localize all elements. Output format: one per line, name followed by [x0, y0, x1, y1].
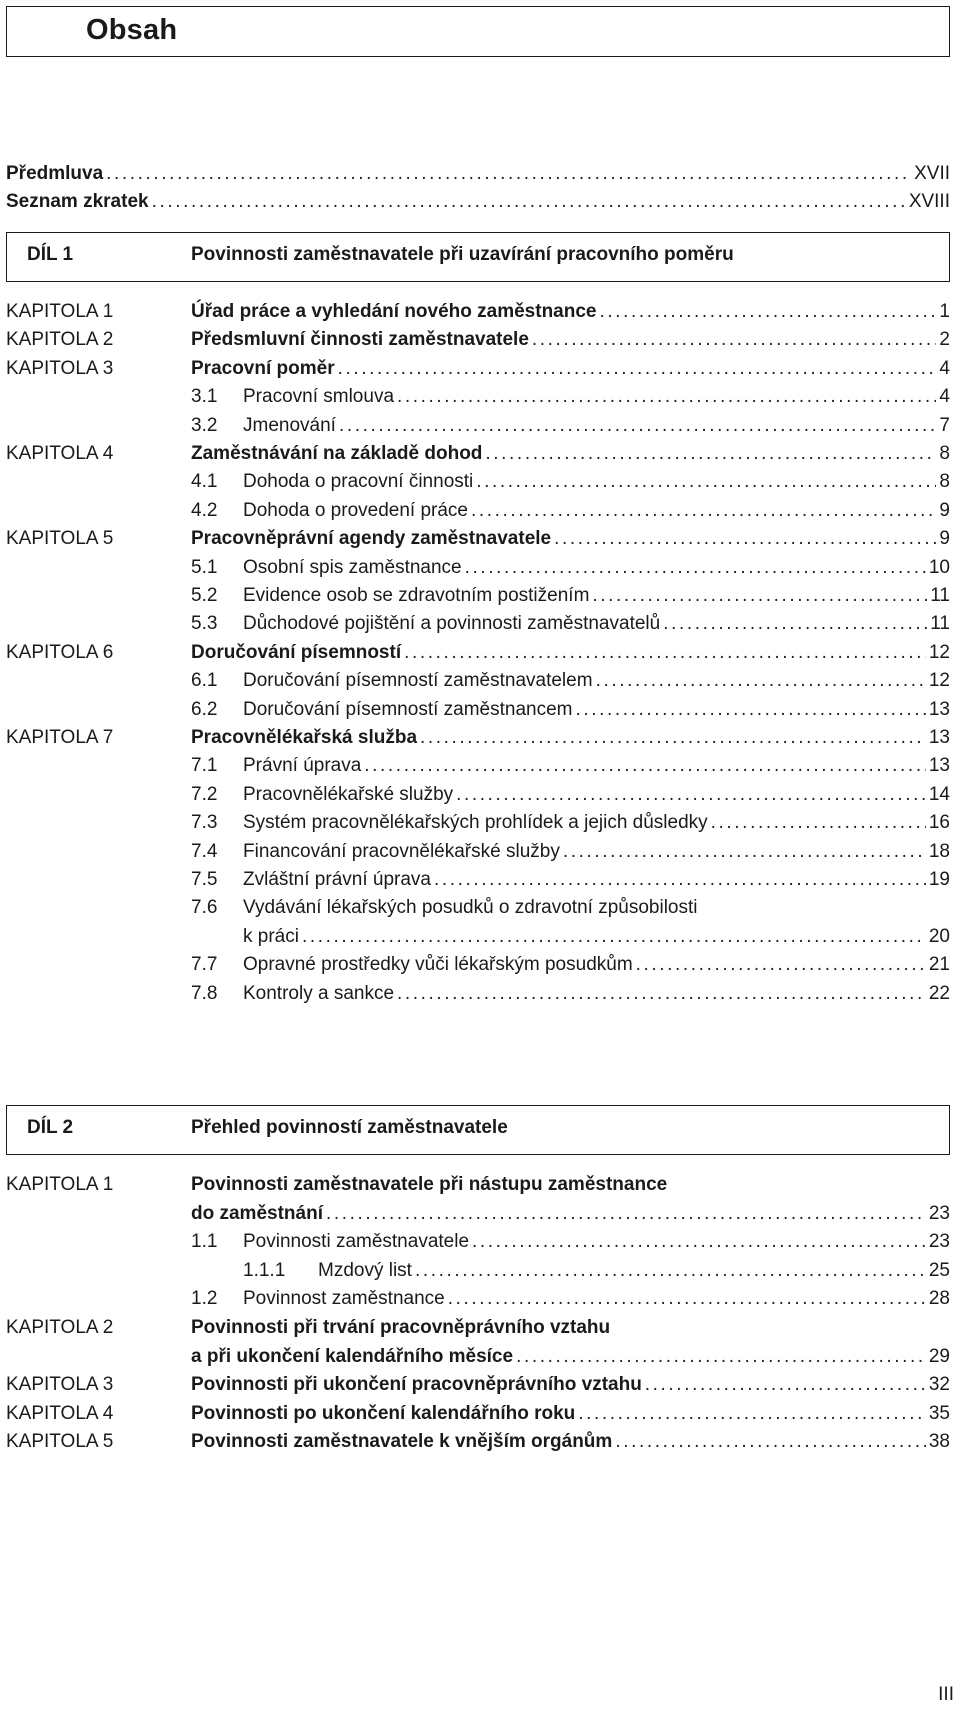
chapter-label: KAPITOLA 6 — [6, 641, 114, 663]
leader-dots — [152, 188, 906, 216]
leader-dots — [420, 724, 926, 752]
leader-dots — [600, 298, 937, 326]
toc-section-entry[interactable] — [243, 923, 950, 951]
chapter-label: KAPITOLA 4 — [6, 443, 114, 464]
toc-section-entry[interactable] — [243, 468, 950, 496]
section-number: 7.4 — [191, 840, 218, 862]
leader-dots — [532, 326, 937, 354]
toc-entry-page: 23 — [928, 1231, 950, 1253]
chapter-label: KAPITOLA 5 — [6, 528, 114, 550]
toc-entry-page: 19 — [928, 869, 950, 890]
toc-entry-title: Povinnosti při ukončení pracovněprávního vztahu — [191, 1374, 642, 1396]
toc-entry-title: Pracovní smlouva — [243, 386, 395, 408]
toc-entry-title: Jmenování — [243, 414, 336, 436]
toc-entry-title: Evidence osob se zdravotním postižením — [243, 585, 590, 606]
page-number: III — [938, 1684, 954, 1705]
toc-entry-page: 9 — [939, 499, 950, 521]
section-number: 5.1 — [191, 556, 218, 578]
toc-entry-title: Pracovnělékařská služba — [191, 727, 418, 748]
section-number: 5.2 — [191, 585, 218, 606]
leader-dots — [397, 383, 936, 411]
toc-section-entry[interactable] — [243, 838, 950, 866]
toc-entry-page: 8 — [939, 443, 950, 464]
section-number: 7.6 — [191, 897, 218, 919]
toc-section-entry[interactable] — [243, 1285, 950, 1313]
toc-entry-page: XVII — [914, 163, 950, 184]
leader-dots — [636, 951, 926, 979]
toc-entry-title: Úřad práce a vyhledání nového zaměstnance — [191, 301, 597, 322]
toc-entry-page: 2 — [939, 329, 950, 351]
leader-dots — [326, 1200, 926, 1228]
leader-dots — [472, 1228, 926, 1256]
toc-entry-page: 28 — [928, 1288, 950, 1310]
toc-entry-page: 29 — [928, 1345, 950, 1367]
toc-entry-page: 13 — [928, 698, 950, 720]
part-label: DÍL 1 — [27, 244, 74, 265]
toc-chapter-entry[interactable] — [191, 298, 950, 326]
toc-entry-title: Právní úprava — [243, 755, 362, 777]
toc-entry-page: 21 — [928, 954, 950, 976]
toc-section-entry[interactable] — [243, 667, 950, 695]
toc-entry-title: Opravné prostředky vůči lékařským posudkům — [243, 954, 633, 976]
section-number: 1.1.1 — [243, 1259, 286, 1281]
toc-entry-title: Pracovnělékařské služby — [243, 783, 454, 805]
chapter-label: KAPITOLA 4 — [6, 1402, 114, 1424]
toc-chapter-entry[interactable] — [191, 326, 950, 354]
toc-section-entry[interactable] — [243, 696, 950, 724]
toc-entry-title: Kontroly a sankce — [243, 982, 395, 1004]
part-label: DÍL 2 — [27, 1117, 74, 1138]
toc-entry-page: 14 — [928, 783, 950, 805]
section-number: 1.2 — [191, 1288, 218, 1310]
toc-entry-predmluva[interactable] — [6, 160, 950, 188]
toc-entry-page: 16 — [928, 812, 950, 834]
toc-entry-seznam-zkratek[interactable] — [6, 188, 950, 216]
chapter-label: KAPITOLA 3 — [6, 1374, 114, 1396]
part-header-dil2 — [6, 1105, 950, 1155]
toc-entry-title: Seznam zkratek — [6, 191, 149, 212]
toc-entry-page: 10 — [928, 556, 950, 578]
leader-dots — [434, 866, 926, 894]
leader-dots — [471, 497, 936, 525]
toc-entry-title: Povinnosti zaměstnavatele — [243, 1231, 470, 1253]
toc-entry-title: Zaměstnávání na základě dohod — [191, 443, 483, 464]
toc-chapter-entry[interactable] — [191, 724, 950, 752]
toc-entry-title: Financování pracovnělékařské služby — [243, 840, 560, 862]
toc-chapter-entry[interactable] — [191, 440, 950, 468]
leader-dots — [338, 355, 937, 383]
leader-dots — [516, 1343, 926, 1371]
leader-dots — [404, 639, 926, 667]
leader-dots — [106, 160, 911, 188]
leader-dots — [339, 412, 936, 440]
chapter-label: KAPITOLA 2 — [6, 329, 114, 351]
toc-entry-page: XVIII — [908, 191, 950, 212]
toc-entry-title: Osobní spis zaměstnance — [243, 556, 462, 578]
toc-entry-page: 32 — [928, 1374, 950, 1396]
leader-dots — [554, 525, 936, 553]
toc-entry-page: 9 — [939, 528, 950, 550]
toc-chapter-entry[interactable] — [191, 1200, 950, 1228]
section-number: 4.1 — [191, 471, 218, 493]
leader-dots — [563, 838, 926, 866]
leader-dots — [465, 554, 926, 582]
leader-dots — [576, 696, 926, 724]
toc-entry-page: 35 — [928, 1402, 950, 1424]
toc-entry-page: 11 — [930, 585, 950, 606]
leader-dots — [485, 440, 936, 468]
toc-entry-title: Předmluva — [6, 163, 104, 184]
leader-dots — [663, 610, 927, 638]
section-number: 6.2 — [191, 698, 218, 720]
toc-entry-page: 22 — [928, 982, 950, 1004]
toc-section-entry[interactable] — [243, 497, 950, 525]
toc-chapter-entry[interactable] — [191, 525, 950, 553]
page-title: Obsah — [86, 14, 178, 46]
leader-dots — [645, 1371, 926, 1399]
title-box — [6, 6, 950, 57]
section-number: 1.1 — [191, 1231, 218, 1253]
section-number: 3.1 — [191, 386, 218, 408]
section-number: 4.2 — [191, 499, 218, 521]
leader-dots — [615, 1428, 926, 1456]
toc-chapter-entry[interactable] — [191, 1400, 950, 1428]
toc-entry-title: Doručování písemností zaměstnancem — [243, 698, 573, 720]
toc-entry-page: 18 — [928, 840, 950, 862]
toc-section-entry[interactable] — [243, 554, 950, 582]
toc-entry-title[interactable]: Povinnosti při trvání pracovněprávního vztahu — [191, 1317, 611, 1338]
leader-dots — [302, 923, 926, 951]
toc-section-entry[interactable] — [318, 1257, 950, 1285]
toc-entry-title: Dohoda o provedení práce — [243, 499, 468, 521]
toc-section-entry[interactable] — [243, 809, 950, 837]
part-title: Povinnosti zaměstnavatele při uzavírání pracovního poměru — [191, 244, 734, 265]
toc-section-entry[interactable] — [243, 1228, 950, 1256]
toc-entry-page: 20 — [928, 925, 950, 947]
toc-entry-page: 38 — [928, 1431, 950, 1453]
toc-entry-page: 23 — [928, 1202, 950, 1224]
toc-entry-title: Doručování písemností zaměstnavatelem — [243, 670, 593, 692]
leader-dots — [711, 809, 926, 837]
leader-dots — [456, 781, 926, 809]
chapter-label: KAPITOLA 2 — [6, 1317, 114, 1338]
toc-entry-title: Doručování písemností — [191, 641, 402, 663]
toc-chapter-entry[interactable] — [191, 1343, 950, 1371]
toc-section-entry[interactable] — [243, 980, 950, 1008]
toc-entry-title: Povinnosti zaměstnavatele k vnějším orgánům — [191, 1431, 613, 1453]
toc-section-entry[interactable] — [243, 866, 950, 894]
toc-section-entry[interactable] — [243, 951, 950, 979]
toc-entry-title: k práci — [243, 925, 299, 947]
toc-entry-page: 11 — [930, 613, 950, 635]
leader-dots — [364, 752, 926, 780]
toc-section-entry[interactable] — [243, 412, 950, 440]
toc-entry-title: Mzdový list — [318, 1259, 412, 1281]
toc-entry-title[interactable]: Vydávání lékařských posudků o zdravotní způsobilosti — [243, 897, 698, 919]
chapter-label: KAPITOLA 1 — [6, 301, 114, 322]
leader-dots — [592, 582, 927, 610]
section-number: 7.5 — [191, 869, 218, 890]
toc-entry-page: 4 — [939, 357, 950, 379]
toc-chapter-entry[interactable] — [191, 1371, 950, 1399]
toc-entry-title: Dohoda o pracovní činnosti — [243, 471, 474, 493]
toc-entry-page: 25 — [928, 1259, 950, 1281]
toc-entry-title: Pracovní poměr — [191, 357, 335, 379]
toc-entry-page: 4 — [939, 386, 950, 408]
toc-entry-title: do zaměstnání — [191, 1202, 323, 1224]
leader-dots — [476, 468, 936, 496]
leader-dots — [415, 1257, 926, 1285]
toc-section-entry[interactable] — [243, 610, 950, 638]
leader-dots — [578, 1400, 926, 1428]
toc-section-entry[interactable] — [243, 582, 950, 610]
toc-entry-title: Povinnosti po ukončení kalendářního roku — [191, 1402, 576, 1424]
toc-section-entry[interactable] — [243, 383, 950, 411]
toc-entry-page: 7 — [939, 414, 950, 436]
toc-entry-title: a při ukončení kalendářního měsíce — [191, 1345, 514, 1367]
section-number: 6.1 — [191, 670, 218, 692]
toc-entry-page: 12 — [928, 670, 950, 692]
toc-section-entry[interactable] — [243, 781, 950, 809]
toc-entry-title: Pracovněprávní agendy zaměstnavatele — [191, 528, 552, 550]
chapter-label: KAPITOLA 3 — [6, 357, 114, 379]
toc-entry-page: 13 — [928, 755, 950, 777]
toc-entry-page: 12 — [928, 641, 950, 663]
toc-entry-title: Důchodové pojištění a povinnosti zaměstnavatelů — [243, 613, 661, 635]
toc-chapter-entry[interactable] — [191, 1428, 950, 1456]
part-title: Přehled povinností zaměstnavatele — [191, 1117, 508, 1138]
toc-entry-page: 13 — [928, 727, 950, 748]
chapter-label: KAPITOLA 5 — [6, 1431, 114, 1453]
toc-section-entry[interactable] — [243, 752, 950, 780]
section-number: 7.1 — [191, 755, 218, 777]
toc-chapter-entry[interactable] — [191, 639, 950, 667]
toc-entry-title: Systém pracovnělékařských prohlídek a jejich důsledky — [243, 812, 708, 834]
toc-entry-title: Předsmluvní činnosti zaměstnavatele — [191, 329, 529, 351]
section-number: 7.8 — [191, 982, 218, 1004]
section-number: 7.7 — [191, 954, 218, 976]
leader-dots — [397, 980, 926, 1008]
chapter-label: KAPITOLA 7 — [6, 727, 114, 748]
toc-entry-page: 8 — [939, 471, 950, 493]
toc-entry-title: Povinnost zaměstnance — [243, 1288, 445, 1310]
part-header-dil1 — [6, 232, 950, 282]
leader-dots — [448, 1285, 926, 1313]
toc-entry-title: Zvláštní právní úprava — [243, 869, 431, 890]
section-number: 7.3 — [191, 812, 218, 834]
section-number: 3.2 — [191, 414, 218, 436]
toc-entry-title[interactable]: Povinnosti zaměstnavatele při nástupu zaměstnance — [191, 1174, 668, 1195]
chapter-label: KAPITOLA 1 — [6, 1174, 114, 1195]
section-number: 7.2 — [191, 783, 218, 805]
toc-chapter-entry[interactable] — [191, 355, 950, 383]
toc-entry-page: 1 — [939, 301, 950, 322]
section-number: 5.3 — [191, 613, 218, 635]
leader-dots — [596, 667, 926, 695]
